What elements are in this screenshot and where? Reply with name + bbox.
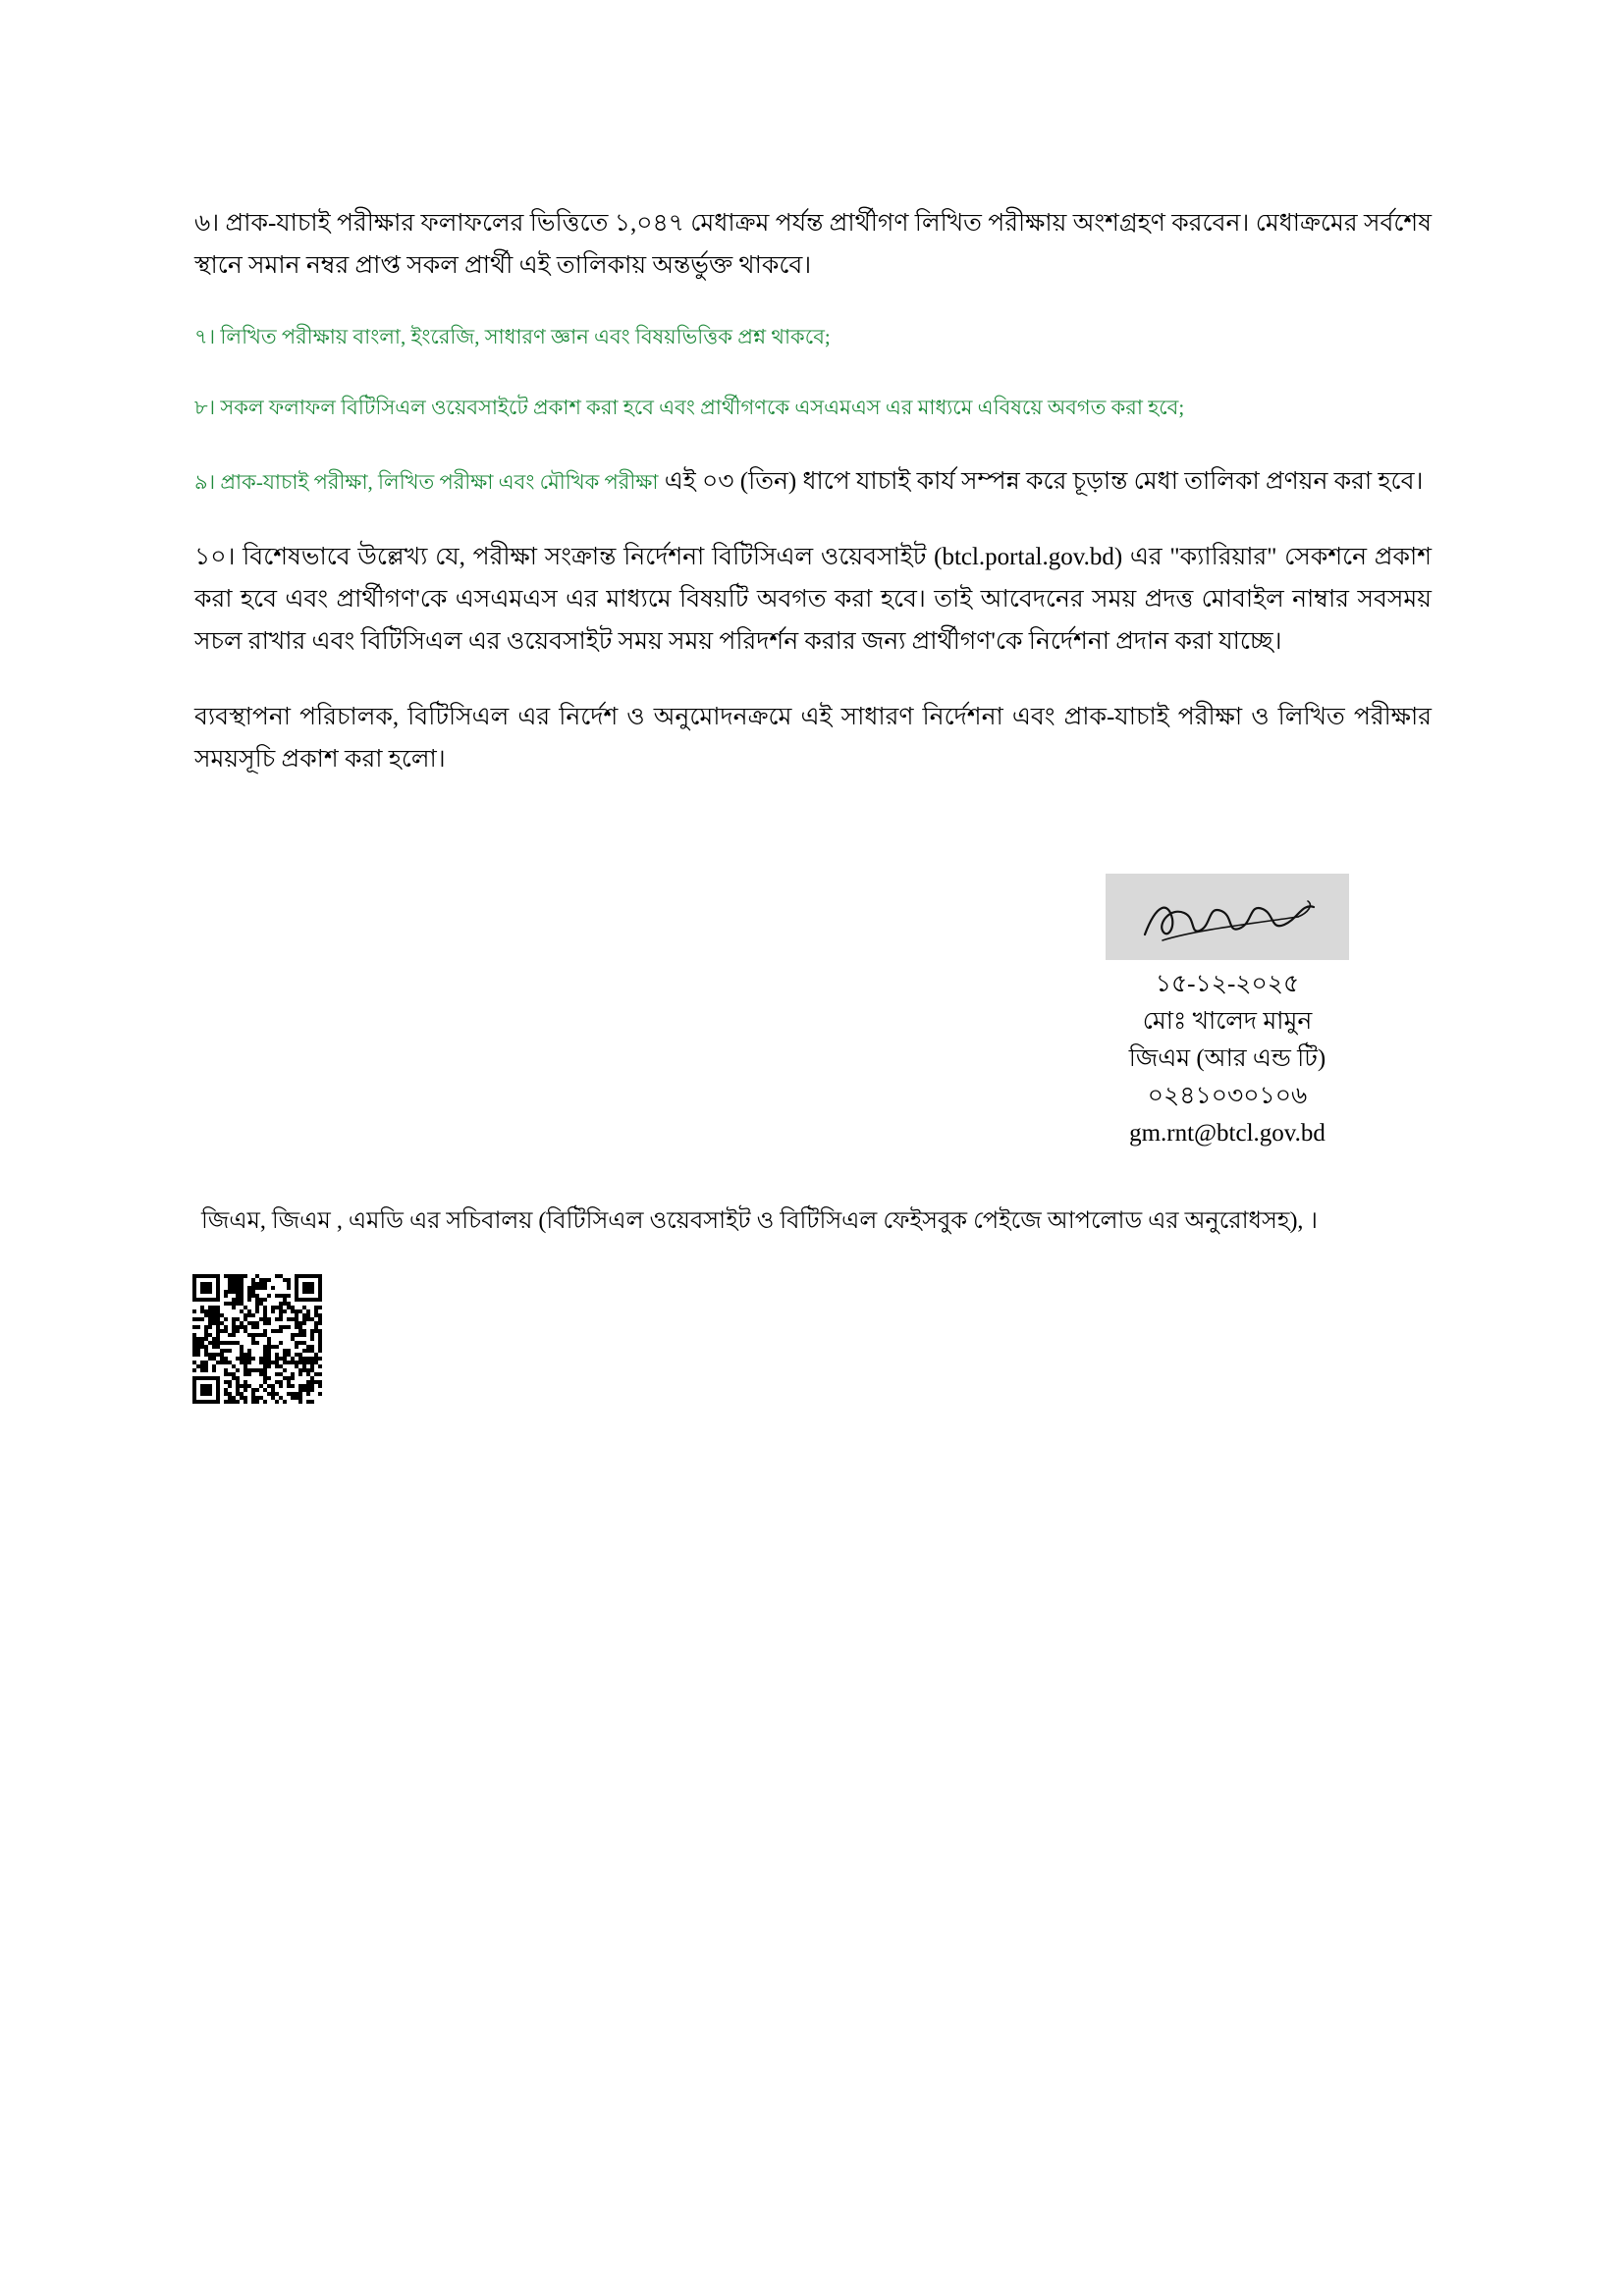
document-body — [194, 202, 1432, 780]
paragraph-item-8: ৮। সকল ফলাফল বিটিসিএল ওয়েবসাইটে প্রকাশ করা হবে এবং প্রার্থীগণকে এসএমএস এর মাধ্যমে এবিষয়ে অবগত করা হবে; — [194, 395, 1185, 419]
paragraph-item-9-highlight: ৯। প্রাক-যাচাই পরীক্ষা, লিখিত পরীক্ষা এবং মৌখিক পরীক্ষা — [194, 470, 659, 495]
paragraph-item-7: ৭। লিখিত পরীক্ষায় বাংলা, ইংরেজি, সাধারণ জ্ঞান এবং বিষয়ভিত্তিক প্রশ্ন থাকবে; — [194, 325, 831, 348]
qr-code — [192, 1274, 322, 1404]
distribution-line: জিএম, জিএম , এমডি এর সচিবালয় (বিটিসিএল ওয়েবসাইট ও বিটিসিএল ফেইসবুক পেইজে আপলোড এর অনুরোধসহ), । — [201, 1208, 1319, 1234]
signature-name: মোঃ খালেদ মামুন — [1142, 1008, 1313, 1035]
paragraph-item-9 — [194, 460, 1432, 503]
signature-date: ১৫-১২-২০২৫ — [1155, 971, 1300, 997]
signature-email: gm.rnt@btcl.gov.bd — [1129, 1120, 1325, 1147]
paragraph-closing: ব্যবস্থাপনা পরিচালক, বিটিসিএল এর নির্দেশ ও অনুমোদনক্রমে এই সাধারণ নির্দেশনা এবং প্রাক-যাচাই পরীক্ষা ও লিখিত পরীক্ষার সময়সূচি প্রকাশ করা হলো। — [194, 704, 1432, 774]
signature-block — [1021, 874, 1434, 1152]
paragraph-item-9-rest: এই ০৩ (তিন) ধাপে যাচাই কার্য সম্পন্ন করে চূড়ান্ত মেধা তালিকা প্রণয়ন করা হবে। — [658, 468, 1424, 496]
signature-phone: ০২৪১০৩০১০৬ — [1147, 1083, 1308, 1109]
paragraph-item-6: ৬। প্রাক-যাচাই পরীক্ষার ফলাফলের ভিত্তিতে ১,০৪৭ মেধাক্রম পর্যন্ত প্রার্থীগণ লিখিত পরীক্ষায় অংশগ্রহণ করবেন। মেধাক্রমের সর্বশেষ স্থানে সমান নম্বর প্রাপ্ত সকল প্রার্থী এই তালিকায় অন্তর্ভুক্ত থাকবে। — [194, 210, 1432, 279]
paragraph-item-10: ১০। বিশেষভাবে উল্লেখ্য যে, পরীক্ষা সংক্রান্ত নির্দেশনা বিটিসিএল ওয়েবসাইট (btcl.portal.gov.bd) এর "ক্যারিয়ার" সেকশনে প্রকাশ করা হবে এবং প্রার্থীগণ'কে এসএমএস এর মাধ্যমে বিষয়টি অবগত করা হবে। তাই আবেদনের সময় প্রদত্ত মোবাইল নাম্বার সবসময় সচল রাখার এবং বিটিসিএল এর ওয়েবসাইট সময় সময় পরিদর্শন করার জন্য প্রার্থীগণ'কে নির্দেশনা প্রদান করা যাচ্ছে। — [194, 544, 1432, 656]
signature-designation: জিএম (আর এন্ড টি) — [1128, 1045, 1326, 1072]
signature-image — [1106, 874, 1349, 960]
